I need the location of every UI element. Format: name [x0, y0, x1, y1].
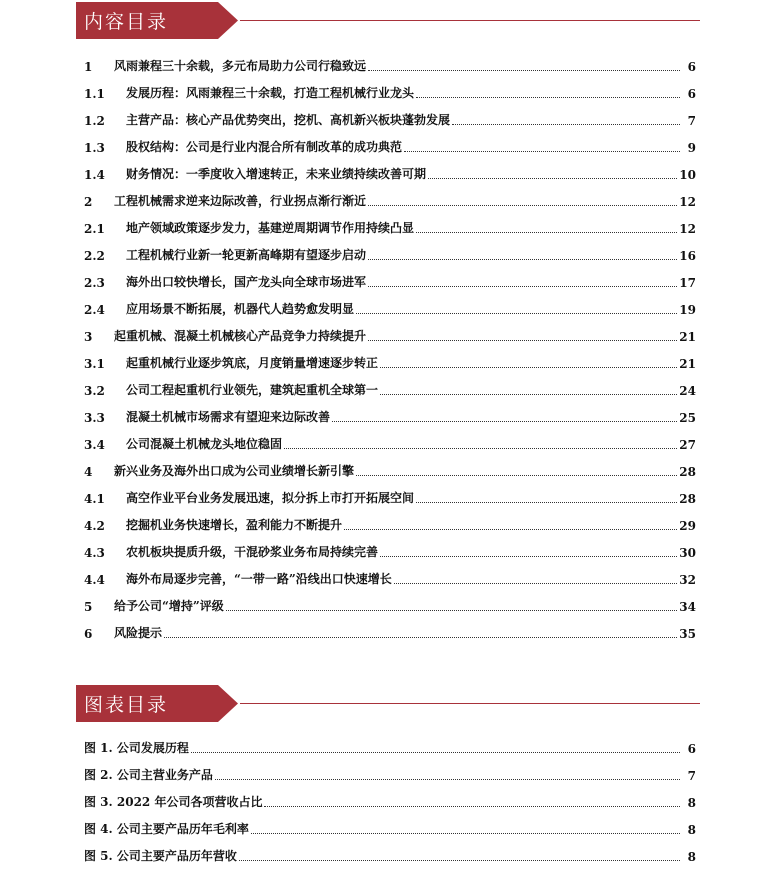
toc-number: 4 [84, 465, 93, 479]
toc-title: 给予公司“增持”评级 [114, 599, 224, 613]
toc-leader [416, 231, 677, 233]
figure-row[interactable] [84, 738, 696, 756]
toc-title: 地产领域政策逐步发力，基建逆周期调节作用持续凸显 [126, 221, 415, 235]
toc-number: 3.2 [84, 384, 105, 398]
toc-leader [368, 69, 680, 71]
toc-number: 4.2 [84, 519, 105, 533]
toc-page: 12 [679, 222, 696, 236]
toc-leader [452, 123, 680, 125]
toc-row[interactable] [84, 299, 696, 317]
toc-page: 10 [679, 168, 696, 182]
toc-title: 主营产品：核心产品优势突出，挖机、高机新兴板块蓬勃发展 [126, 113, 451, 127]
toc-row[interactable] [84, 218, 696, 236]
contents-banner-title: 内容目录 [84, 11, 169, 33]
toc-leader [380, 393, 677, 395]
figure-page: 8 [687, 823, 696, 837]
toc-number: 6 [84, 627, 93, 641]
toc-number: 4.4 [84, 573, 105, 587]
figure-leader [215, 778, 680, 780]
toc-number: 1.3 [84, 141, 105, 155]
toc-page: 24 [679, 384, 696, 398]
toc-leader [226, 609, 677, 611]
toc-page: 17 [679, 276, 696, 290]
toc-row[interactable] [84, 56, 696, 74]
toc-number: 2 [84, 195, 93, 209]
toc-leader [368, 339, 677, 341]
figure-label: 图 1. 公司发展历程 [84, 741, 189, 755]
toc-number: 1.1 [84, 87, 105, 101]
toc-leader [368, 285, 677, 287]
toc-leader [356, 312, 677, 314]
toc-page: 9 [687, 141, 696, 155]
toc-number: 4.3 [84, 546, 105, 560]
toc-page: 35 [679, 627, 696, 641]
toc-page: 6 [687, 60, 696, 74]
toc-row[interactable] [84, 245, 696, 263]
toc-page: 21 [679, 357, 696, 371]
figure-row[interactable] [84, 765, 696, 783]
toc-leader [344, 528, 677, 530]
figure-leader [191, 751, 680, 753]
toc-title: 工程机械需求逆来边际改善，行业拐点渐行渐近 [114, 194, 367, 208]
toc-number: 1.2 [84, 114, 105, 128]
toc-page: 6 [687, 87, 696, 101]
toc-page: 27 [679, 438, 696, 452]
toc-row[interactable] [84, 164, 696, 182]
toc-page: 28 [679, 492, 696, 506]
toc-row[interactable] [84, 353, 696, 371]
toc-leader [164, 636, 677, 638]
toc-row[interactable] [84, 542, 696, 560]
toc-row[interactable] [84, 110, 696, 128]
figure-leader [251, 832, 680, 834]
figure-label: 图 3. 2022 年公司各项营收占比 [84, 795, 263, 809]
toc-title: 混凝土机械市场需求有望迎来边际改善 [126, 410, 331, 424]
toc-number: 4.1 [84, 492, 105, 506]
toc-number: 3.4 [84, 438, 105, 452]
figure-leader [239, 859, 680, 861]
toc-title: 发展历程：风雨兼程三十余载，打造工程机械行业龙头 [126, 86, 415, 100]
toc-row[interactable] [84, 407, 696, 425]
toc-leader [416, 501, 677, 503]
toc-title: 风雨兼程三十余载，多元布局助力公司行稳致远 [114, 59, 367, 73]
toc-page: 7 [687, 114, 696, 128]
toc-number: 3.1 [84, 357, 105, 371]
figure-row[interactable] [84, 846, 696, 864]
figure-page: 8 [687, 850, 696, 864]
toc-title: 公司工程起重机行业领先，建筑起重机全球第一 [126, 383, 379, 397]
toc-leader [332, 420, 677, 422]
toc-row[interactable] [84, 272, 696, 290]
figure-page: 6 [687, 742, 696, 756]
toc-row[interactable] [84, 83, 696, 101]
toc-row[interactable] [84, 623, 696, 641]
toc-title: 挖掘机业务快速增长，盈利能力不断提升 [126, 518, 343, 532]
toc-leader [356, 474, 677, 476]
toc-leader [404, 150, 680, 152]
toc-leader [416, 96, 680, 98]
toc-title: 风险提示 [114, 626, 163, 640]
toc-number: 5 [84, 600, 93, 614]
toc-number: 1.4 [84, 168, 105, 182]
figures-banner [76, 685, 168, 722]
toc-row[interactable] [84, 515, 696, 533]
toc-leader [380, 555, 677, 557]
figure-row[interactable] [84, 792, 696, 810]
toc-title: 股权结构：公司是行业内混合所有制改革的成功典范 [126, 140, 403, 154]
toc-row[interactable] [84, 569, 696, 587]
toc-leader [394, 582, 677, 584]
toc-row[interactable] [84, 191, 696, 209]
figure-label: 图 5. 公司主要产品历年营收 [84, 849, 237, 863]
figure-page: 7 [687, 769, 696, 783]
toc-page: 12 [679, 195, 696, 209]
toc-page: 32 [679, 573, 696, 587]
toc-page: 21 [679, 330, 696, 344]
toc-title: 应用场景不断拓展，机器代人趋势愈发明显 [126, 302, 355, 316]
toc-title: 高空作业平台业务发展迅速，拟分拆上市打开拓展空间 [126, 491, 415, 505]
toc-row[interactable] [84, 326, 696, 344]
toc-number: 2.2 [84, 249, 105, 263]
contents-banner [76, 2, 168, 39]
toc-page: 19 [679, 303, 696, 317]
toc-number: 2.1 [84, 222, 105, 236]
toc-leader [380, 366, 677, 368]
toc-row[interactable] [84, 596, 696, 614]
toc-leader [284, 447, 677, 449]
toc-row[interactable] [84, 380, 696, 398]
toc-leader [368, 204, 677, 206]
contents-banner-rule [240, 20, 700, 21]
toc-title: 新兴业务及海外出口成为公司业绩增长新引擎 [114, 464, 355, 478]
toc-title: 海外出口较快增长，国产龙头向全球市场进军 [126, 275, 367, 289]
toc-page: 29 [679, 519, 696, 533]
toc-number: 3 [84, 330, 93, 344]
figure-row[interactable] [84, 819, 696, 837]
toc-title: 公司混凝土机械龙头地位稳固 [126, 437, 283, 451]
figures-banner-title: 图表目录 [84, 694, 169, 716]
figure-label: 图 4. 公司主要产品历年毛利率 [84, 822, 249, 836]
toc-title: 工程机械行业新一轮更新高峰期有望逐步启动 [126, 248, 367, 262]
toc-number: 3.3 [84, 411, 105, 425]
toc-page: 28 [679, 465, 696, 479]
figure-leader [264, 805, 680, 807]
toc-number: 2.4 [84, 303, 105, 317]
toc-leader [428, 177, 677, 179]
toc-title: 海外布局逐步完善，“一带一路”沿线出口快速增长 [126, 572, 392, 586]
toc-row[interactable] [84, 461, 696, 479]
figure-label: 图 2. 公司主营业务产品 [84, 768, 213, 782]
figure-page: 8 [687, 796, 696, 810]
toc-leader [368, 258, 677, 260]
toc-page: 25 [679, 411, 696, 425]
figures-banner-rule [240, 703, 700, 704]
toc-row[interactable] [84, 488, 696, 506]
toc-row[interactable] [84, 434, 696, 452]
toc-page: 16 [679, 249, 696, 263]
toc-page: 34 [679, 600, 696, 614]
toc-title: 财务情况：一季度收入增速转正，未来业绩持续改善可期 [126, 167, 427, 181]
toc-title: 起重机械、混凝土机械核心产品竞争力持续提升 [114, 329, 367, 343]
toc-page: 30 [679, 546, 696, 560]
toc-number: 1 [84, 60, 93, 74]
toc-title: 起重机械行业逐步筑底，月度销量增速逐步转正 [126, 356, 379, 370]
toc-number: 2.3 [84, 276, 105, 290]
toc-row[interactable] [84, 137, 696, 155]
toc-title: 农机板块提质升级，干混砂浆业务布局持续完善 [126, 545, 379, 559]
